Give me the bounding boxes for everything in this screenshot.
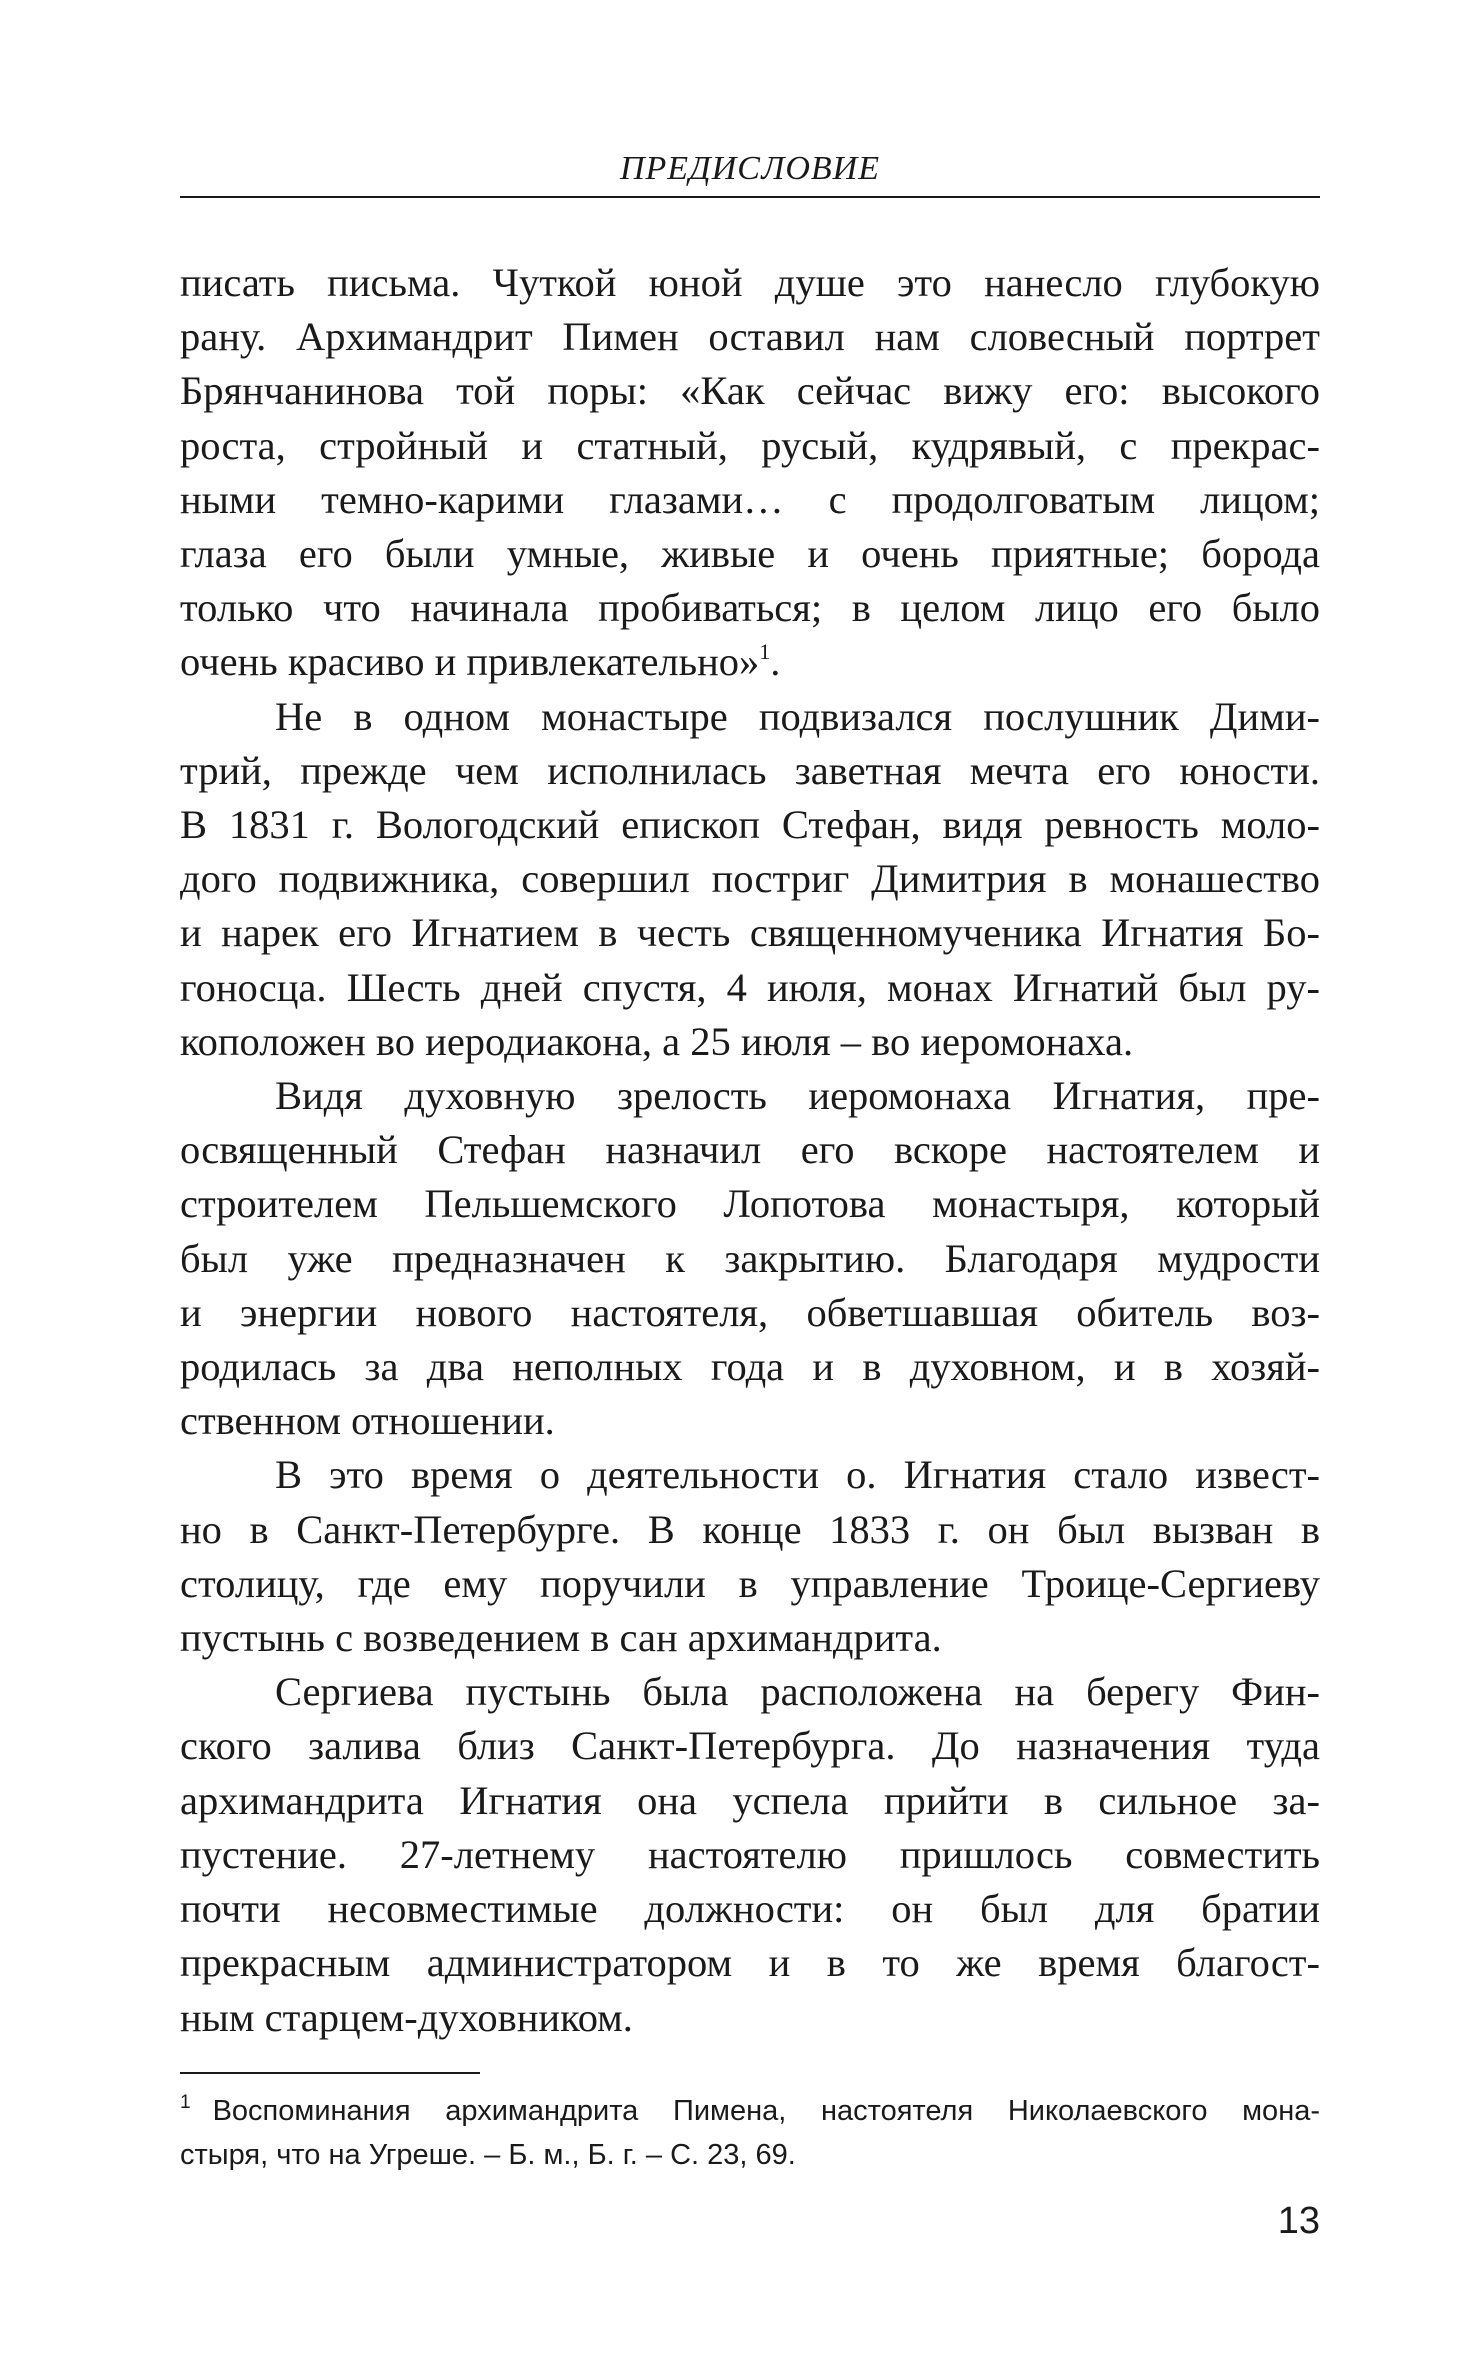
text-line: столицу, где ему поручили в управление Троице-Сергиеву	[180, 1560, 1320, 1606]
footnote-line: стыря, что на Угреше. – Б. м., Б. г. – С. 23, 69.	[180, 2139, 796, 2171]
text-line: и энергии нового настоятеля, обветшавшая обитель воз-	[180, 1289, 1320, 1335]
footnote-line	[180, 2089, 1320, 2133]
text-line: был уже предназначен к закрытию. Благодаря мудрости	[180, 1235, 1320, 1281]
footnote-mark: 1	[180, 2092, 191, 2113]
footnote-rule	[180, 2072, 480, 2074]
paragraph-5	[180, 1665, 1320, 2044]
text-line: пустение. 27-летнему настоятелю пришлось совместить	[180, 1831, 1320, 1877]
paragraph-1	[180, 256, 1320, 690]
paragraph-3	[180, 1069, 1320, 1448]
footnote-reference[interactable]: 1	[759, 639, 771, 665]
text-line: ными темно-карими глазами… с продолговатым лицом;	[180, 476, 1320, 522]
text-line: ным старцем-духовником.	[180, 1994, 633, 2040]
text-line: дого подвижника, совершил постриг Димитрия в монашество	[180, 856, 1320, 902]
footnote	[180, 2089, 1320, 2177]
text-line: глаза его были умные, живые и очень приятные; борода	[180, 531, 1320, 577]
text-line: ственном отношении.	[180, 1398, 555, 1444]
text-line: Видя духовную зрелость иеромонаха Игнатия, пре-	[275, 1073, 1320, 1119]
text-line: Брянчанинова той поры: «Как сейчас вижу его: высокого	[180, 368, 1320, 414]
running-title: ПРЕДИСЛОВИЕ	[619, 150, 881, 187]
page-number: 13	[1277, 2200, 1320, 2242]
text-line: но в Санкт-Петербурге. В конце 1833 г. он был вызван в	[180, 1506, 1320, 1552]
text-line: и нарек его Игнатием в честь священномученика Игнатия Бо-	[180, 910, 1320, 956]
text-line: почти несовместимые должности: он был для братии	[180, 1886, 1320, 1932]
text-line: очень красиво и привлекательно»	[180, 639, 760, 685]
text-line: гоносца. Шесть дней спустя, 4 июля, монах Игнатий был ру-	[180, 964, 1320, 1010]
text-line: родилась за два неполных года и в духовном, и в хозяй-	[180, 1344, 1320, 1390]
footnote-text: Воспоминания архимандрита Пимена, настоятеля Николаевского мона-	[212, 2095, 1320, 2127]
text-line: архимандрита Игнатия она успела прийти в сильное за-	[180, 1777, 1320, 1823]
text-line: роста, стройный и статный, русый, кудрявый, с прекрас-	[180, 422, 1320, 468]
main-text	[180, 256, 1320, 2045]
text-line: строителем Пельшемского Лопотова монастыря, который	[180, 1181, 1320, 1227]
text-line: писать письма. Чуткой юной душе это нанесло глубокую	[180, 260, 1320, 305]
text-line: пустынь с возведением в сан архимандрита.	[180, 1615, 942, 1661]
header-rule	[180, 196, 1320, 198]
text-line: трий, прежде чем исполнилась заветная мечта его юности.	[180, 747, 1320, 793]
text-line: рану. Архимандрит Пимен оставил нам словесный портрет	[180, 314, 1320, 360]
text-line: Не в одном монастыре подвизался послушник Дими-	[275, 693, 1320, 739]
text-line: только что начинала пробиваться; в целом лицо его было	[180, 585, 1320, 631]
text-line: В 1831 г. Вологодский епископ Стефан, видя ревность моло-	[180, 802, 1320, 848]
text-line: освященный Стефан назначил его вскоре настоятелем и	[180, 1127, 1320, 1173]
paragraph-2	[180, 690, 1320, 1069]
text-line: коположен во иеродиакона, а 25 июля – во иеромонаха.	[180, 1018, 1134, 1064]
book-page	[180, 0, 1320, 2362]
paragraph-4	[180, 1448, 1320, 1665]
text-line-last: очень красиво и привлекательно»$^1$.	[180, 639, 781, 685]
text-line: прекрасным администратором и в то же время благост-	[180, 1940, 1320, 1986]
text-line: В это время о деятельности о. Игнатия стало извест-	[275, 1452, 1320, 1498]
text-line: Сергиева пустынь была расположена на берегу Фин-	[275, 1669, 1320, 1715]
text-line: ского залива близ Санкт-Петербурга. До назначения туда	[180, 1723, 1320, 1769]
